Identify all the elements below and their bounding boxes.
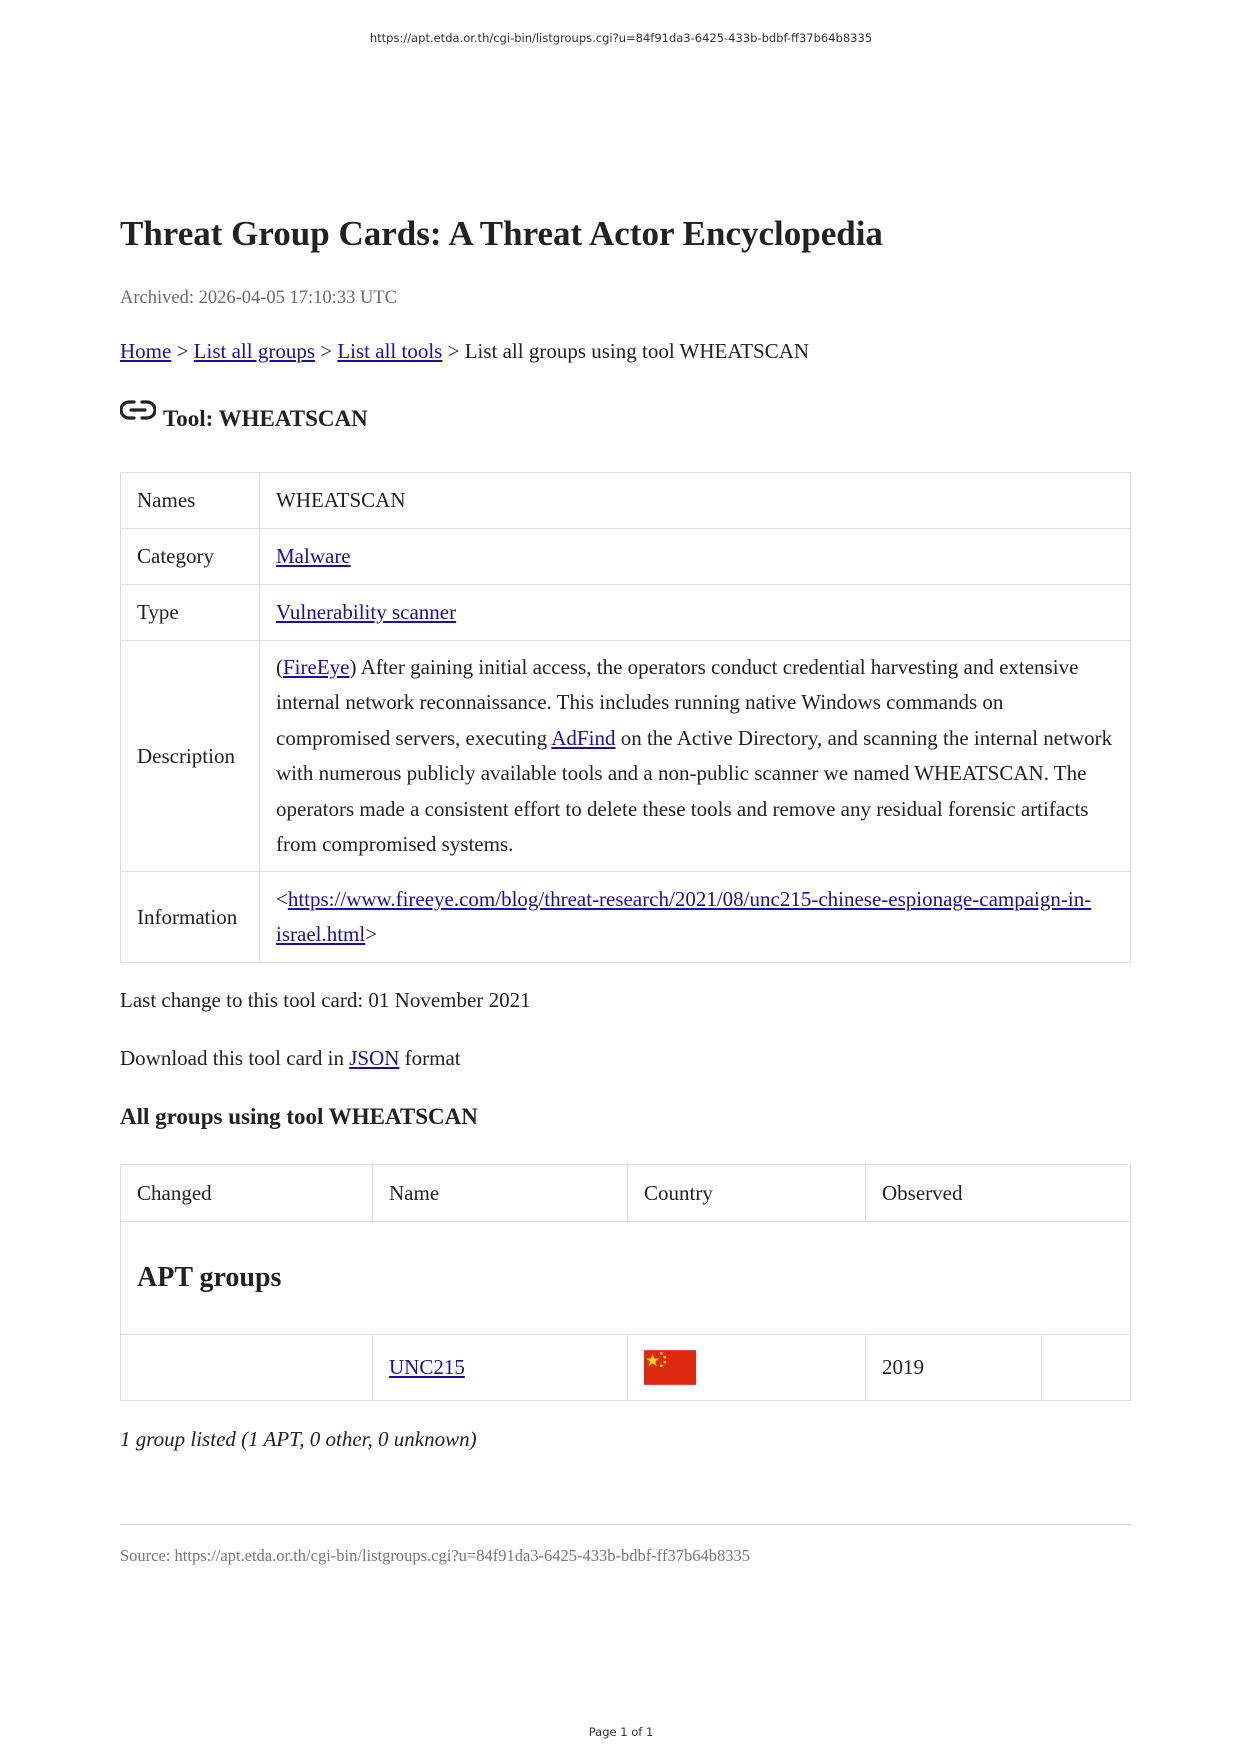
last-change-text: Last change to this tool card: 01 November 2021: [120, 988, 531, 1012]
divider: [120, 1524, 1131, 1525]
observed-cell: 2019: [866, 1335, 1042, 1401]
download-prefix: Download this tool card in: [120, 1046, 350, 1070]
empty-cell: [1042, 1335, 1131, 1401]
section-title-apt-groups: APT groups: [137, 1262, 282, 1293]
table-row: [121, 872, 1131, 963]
print-header-url: https://apt.etda.or.th/cgi-bin/listgroups.cgi?u=84f91da3-6425-433b-bdbf-ff37b64b8335: [369, 31, 873, 45]
table-header-row: [121, 1165, 1131, 1222]
section-row: [121, 1222, 1131, 1335]
description-text: [260, 641, 1131, 872]
link-icon: [120, 398, 156, 422]
table-row: [121, 529, 1131, 585]
changed-cell: [121, 1335, 373, 1401]
column-header-observed: Observed: [866, 1165, 1131, 1222]
table-row: [121, 1335, 1131, 1401]
breadcrumb-separator: >: [176, 339, 189, 363]
category-link[interactable]: Malware: [276, 544, 351, 568]
group-count-summary: 1 group listed (1 APT, 0 other, 0 unknown): [120, 1427, 477, 1451]
type-label: Type: [121, 585, 260, 641]
breadcrumb-separator: >: [320, 339, 333, 363]
country-cell: [628, 1335, 866, 1401]
category-label: Category: [121, 529, 260, 585]
description-label: Description: [121, 641, 260, 872]
type-cell: [260, 585, 1131, 641]
download-suffix: format: [399, 1046, 461, 1070]
breadcrumb-list-tools-link[interactable]: List all tools: [337, 339, 443, 363]
table-row: [121, 585, 1131, 641]
json-download-link[interactable]: JSON: [349, 1046, 400, 1070]
breadcrumb-current: List all groups using tool WHEATSCAN: [464, 339, 810, 363]
table-row: [121, 473, 1131, 529]
type-link[interactable]: Vulnerability scanner: [276, 600, 457, 624]
description-part-2: on the Active Directory, and scanning the internal network with numerous publicly available tools and a non-public scanner we named WHEATSCAN. The operators made a consistent effort to delete these tools and remove any residual forensic artifacts from compromised systems.: [276, 725, 1113, 856]
section-cell: [121, 1222, 1131, 1335]
table-row: [121, 641, 1131, 872]
information-gt: >: [365, 922, 378, 946]
page-number: Page 1 of 1: [588, 1725, 654, 1739]
information-lt: <: [276, 886, 288, 911]
information-url-link[interactable]: https://www.fireeye.com/blog/threat-research/2021/08/unc215-chinese-espionage-campaign-in-israel.html: [276, 886, 1092, 946]
category-cell: [260, 529, 1131, 585]
information-label: Information: [121, 872, 260, 963]
group-link-unc215[interactable]: UNC215: [389, 1355, 465, 1379]
archived-timestamp: Archived: 2026-04-05 17:10:33 UTC: [120, 288, 397, 308]
column-header-name: Name: [373, 1165, 628, 1222]
groups-heading: All groups using tool WHEATSCAN: [120, 1104, 478, 1129]
breadcrumb-home-link[interactable]: Home: [120, 339, 172, 363]
column-header-country: Country: [628, 1165, 866, 1222]
names-label: Names: [121, 473, 260, 529]
breadcrumb-separator: >: [447, 339, 460, 363]
source-url-text: Source: https://apt.etda.or.th/cgi-bin/listgroups.cgi?u=84f91da3-6425-433b-bdbf-ff37b64b8335: [120, 1546, 750, 1565]
fireeye-source-link[interactable]: FireEye: [283, 654, 350, 679]
column-header-changed: Changed: [121, 1165, 373, 1222]
name-cell: [373, 1335, 628, 1401]
description-part-1: ) After gaining initial access, the operators conduct credential harvesting and extensive internal network reconnaissance. This includes running native Windows commands on compromised servers, executing: [276, 654, 1079, 750]
tool-heading: [120, 398, 368, 432]
china-flag-icon: [644, 1350, 696, 1385]
download-line: [120, 1046, 461, 1071]
breadcrumb-list-groups-link[interactable]: List all groups: [193, 339, 315, 363]
description-open-paren: (: [276, 654, 283, 679]
names-value: WHEATSCAN: [260, 473, 1131, 529]
groups-table: [120, 1164, 1131, 1401]
page-title: Threat Group Cards: A Threat Actor Encyclopedia: [120, 214, 883, 253]
tool-title: Tool: WHEATSCAN: [163, 406, 368, 431]
breadcrumb: [120, 339, 809, 364]
adfind-link[interactable]: AdFind: [551, 725, 616, 750]
tool-card-table: [120, 472, 1131, 963]
information-cell: [260, 872, 1131, 963]
